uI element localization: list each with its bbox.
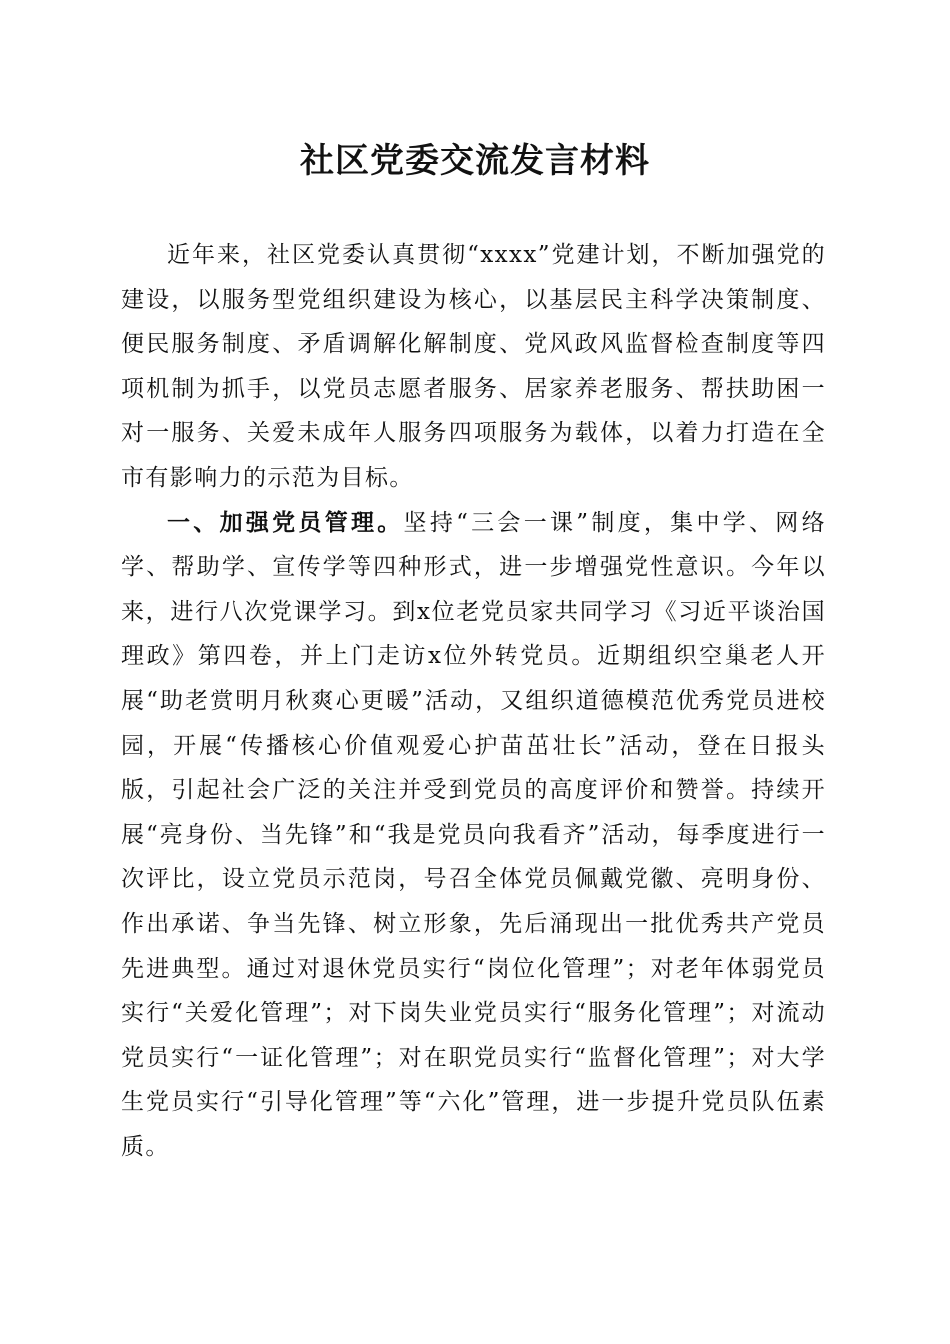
section-one-text: 坚持“三会一课”制度，集中学、网络学、帮助学、宣传学等四种形式，进一步增强党性意识。今年以来，进行八次党课学习。到x位老党员家共同学习《习近平谈治国理政》第四卷，并上门走访x位外转党员。近期组织空巢老人开展“助老赏明月秋爽心更暖”活动，又组织道德模范优秀党员进校园，开展“传播核心价值观爱心护苗茁壮长”活动，登在日报头版，引起社会广泛的关注并受到党员的高度评价和赞誉。持续开展“亮身份、当先锋”和“我是党员向我看齐”活动，每季度进行一次评比，设立党员示范岗，号召全体党员佩戴党徽、亮明身份、作出承诺、争当先锋、树立形象，先后涌现出一批优秀共产党员先进典型。通过对退休党员实行“岗位化管理”；对老年体弱党员实行“关爱化管理”；对下岗失业党员实行“服务化管理”；对流动党员实行“一证化管理”；对在职党员实行“监督化管理”；对大学生党员实行“引导化管理”等“六化”管理，进一步提升党员队伍素质。 [121,509,826,1160]
document-body [121,233,826,1169]
intro-paragraph: 近年来，社区党委认真贯彻“xxxx”党建计划，不断加强党的建设，以服务型党组织建设为核心，以基层民主科学决策制度、便民服务制度、矛盾调解化解制度、党风政风监督检查制度等四项机制为抓手，以党员志愿者服务、居家养老服务、帮扶助困一对一服务、关爱未成年人服务四项服务为载体，以着力打造在全市有影响力的示范为目标。 [121,242,826,491]
section-one-heading: 一、加强党员管理。 [167,509,404,536]
document-title: 社区党委交流发言材料 [300,141,650,181]
section-one-paragraph [121,501,826,1170]
